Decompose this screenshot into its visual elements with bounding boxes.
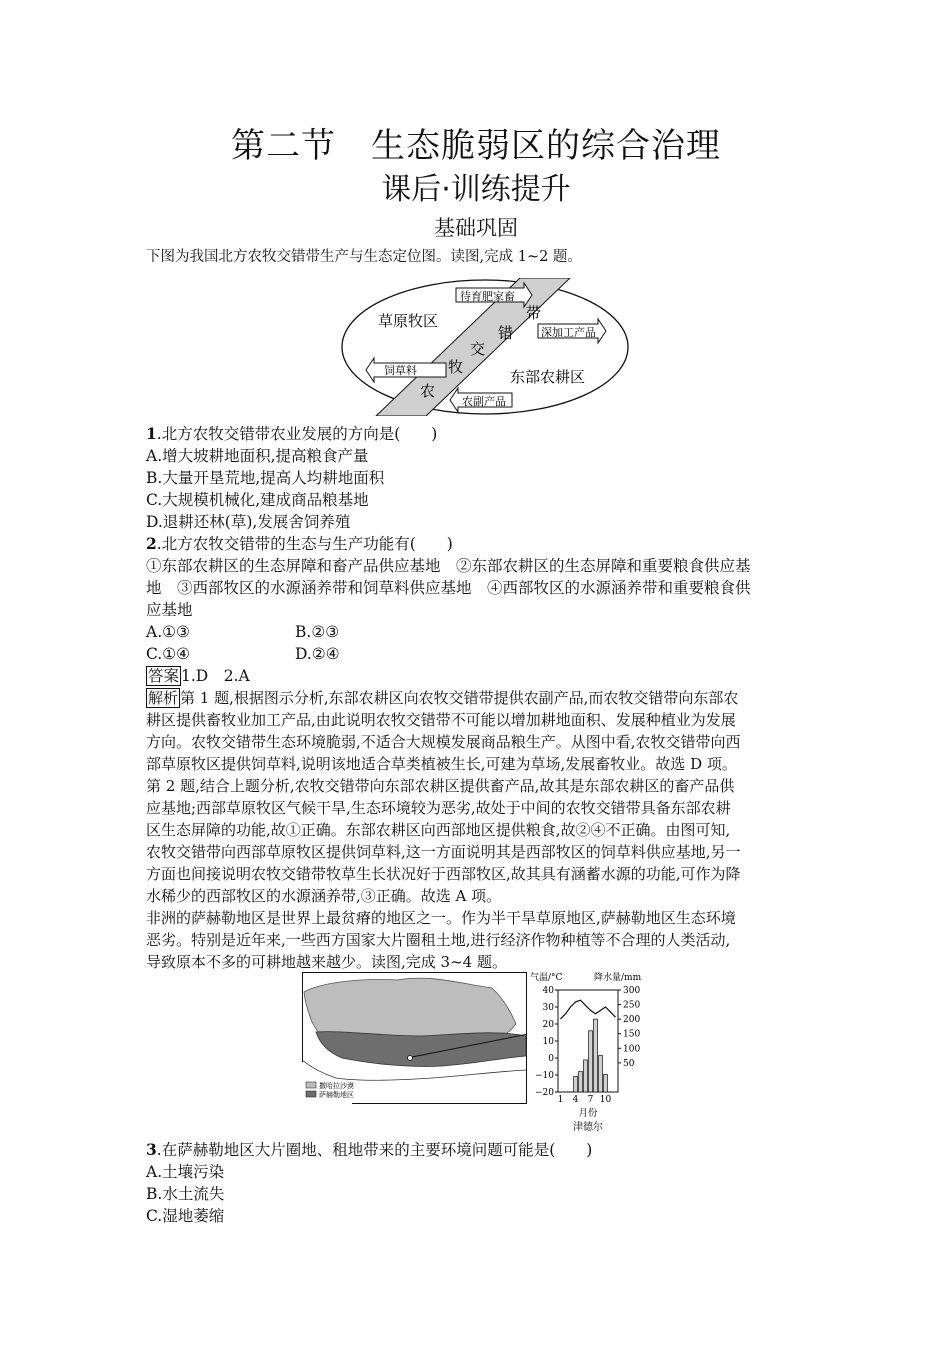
q1-option-d: D.退耕还林(草),发展舍饲养殖 <box>146 513 351 531</box>
y-right-tick-label: 50 <box>623 1058 635 1069</box>
answer-text: 1.D 2.A <box>181 667 250 685</box>
intro-2-line-3: 导致原本不多的可耕地越来越少。读图,完成 3~4 题。 <box>146 953 507 971</box>
question-1: 1.北方农牧交错带农业发展的方向是( ) <box>146 424 438 443</box>
analysis-line-1: 解析 第 1 题,根据图示分析,东部农耕区向农牧交错带提供农副产品,而农牧交错带向东部农 <box>148 689 739 707</box>
x-tick-label: 4 <box>572 1095 579 1105</box>
analysis-line-4: 部草原牧区提供饲草料,说明该地适合草类植被生长,可建为草场,发展畜牧业。故选 D 项。 <box>146 755 737 773</box>
arrow-label-farm-products: 农副产品 <box>462 395 506 408</box>
q3-option-c: C.湿地萎缩 <box>146 1207 225 1225</box>
question-3: 3.在萨赫勒地区大片圈地、租地带来的主要环境问题可能是( ) <box>146 1140 593 1159</box>
region-farmland: 东部农耕区 <box>510 368 586 386</box>
sahel-map <box>302 972 527 1104</box>
y-left-label: 气温/°C <box>530 973 563 983</box>
analysis-line-5: 第 2 题,结合上题分析,农牧交错带向东部农耕区提供畜产品,故其是东部农耕区的畜产品供 <box>146 777 735 795</box>
y-left-tick-label: 0 <box>548 1054 554 1064</box>
analysis-line-6: 应基地;西部草原牧区气候干旱,生态环境较为恶劣,故处于中间的农牧交错带具备东部农耕 <box>146 799 731 817</box>
q2-option-d: D.②④ <box>295 645 340 663</box>
arrow-label-livestock: 待育肥家畜 <box>460 290 515 303</box>
precip-bar <box>579 1072 583 1092</box>
analysis-line-10: 水稀少的西部牧区的水源涵养带,③正确。故选 A 项。 <box>146 887 502 905</box>
precip-bar <box>599 1056 603 1092</box>
q2-option-a: A.①③ <box>146 623 190 641</box>
q3-option-b: B.水土流失 <box>146 1185 225 1203</box>
y-left-tick-label: −20 <box>535 1088 554 1098</box>
belt-char-2: 牧 <box>448 358 464 376</box>
y-right-tick-label: 300 <box>623 986 641 996</box>
q2-option-c: C.①④ <box>146 645 191 663</box>
q1-option-c: C.大规模机械化,建成商品粮基地 <box>146 491 369 509</box>
precip-bar <box>584 1060 588 1092</box>
intro-2-line-1: 非洲的萨赫勒地区是世界上最贫瘠的地区之一。作为半干旱草原地区,萨赫勒地区生态环境 <box>146 909 736 927</box>
analysis-line-2: 耕区提供畜牧业加工产品,由此说明农牧交错带不可能以增加耕地面积、发展种植业为发展 <box>146 711 736 729</box>
belt-char-4: 错 <box>498 324 514 342</box>
question-2: 2.北方农牧交错带的生态与生产功能有( ) <box>146 534 453 553</box>
arrow-label-products: 深加工产品 <box>541 326 596 339</box>
q1-option-a: A.增大坡耕地面积,提高粮食产量 <box>146 447 369 465</box>
y-left-tick-label: 40 <box>542 986 554 996</box>
x-tick-label: 7 <box>587 1095 594 1105</box>
analysis-line-7: 区生态屏障的功能,故①正确。东部农耕区向西部地区提供粮食,故②④不正确。由图可知, <box>146 821 731 839</box>
y-right-tick-label: 200 <box>623 1015 641 1026</box>
x-tick-label: 10 <box>599 1095 612 1105</box>
chart-title: 津德尔 <box>573 1122 603 1133</box>
precip-bar <box>604 1075 608 1092</box>
arrow-label-fodder: 饲草料 <box>384 364 417 377</box>
analysis-line-8: 农牧交错带向西部草原牧区提供饲草料,这一方面说明其是西部牧区的饲草料供应基地,另一 <box>146 843 741 861</box>
belt-char-3: 交 <box>470 340 486 358</box>
q2-line-2: 地 ③西部牧区的水源涵养带和饲草料供应基地 ④西部牧区的水源涵养带和重要粮食供 <box>146 579 751 597</box>
y-right-tick-label: 100 <box>623 1044 641 1055</box>
analysis-label: 解析 <box>148 689 179 707</box>
y-right-tick-label: 150 <box>623 1029 641 1040</box>
page-title: 第二节 生态脆弱区的综合治理 <box>231 126 721 166</box>
precip-bar <box>574 1077 578 1092</box>
legend-sahel: 萨赫勒地区 <box>319 1091 354 1099</box>
x-tick-label: 1 <box>557 1095 564 1105</box>
answer-row <box>146 665 250 687</box>
figure-ecological-position <box>340 278 630 416</box>
analysis-line-3: 方向。农牧交错带生态环境脆弱,不适合大规模发展商品粮生产。从图中看,农牧交错带向西 <box>146 733 741 751</box>
intro-1: 下图为我国北方农牧交错带生产与生态定位图。读图,完成 1~2 题。 <box>146 249 582 265</box>
answer-label: 答案 <box>148 667 180 685</box>
q3-option-a: A.土壤污染 <box>146 1163 225 1181</box>
y-left-tick-label: 30 <box>542 1003 554 1013</box>
x-axis-label: 月份 <box>578 1108 598 1119</box>
climate-chart-zinder <box>530 966 660 1140</box>
y-left-tick-label: 20 <box>542 1020 554 1030</box>
y-right-label: 降水量/mm <box>594 973 642 983</box>
page-subtitle: 课后·训练提升 <box>381 172 571 207</box>
y-left-tick-label: −10 <box>535 1071 554 1081</box>
y-left-tick-label: 10 <box>542 1037 554 1047</box>
precip-bar <box>594 1019 598 1092</box>
y-right-tick-label: 250 <box>623 1000 641 1011</box>
analysis-line-9: 方面也间接说明农牧交错带牧草生长状况好于西部牧区,故其具有涵蓄水源的功能,可作为降 <box>146 865 741 883</box>
region-grassland: 草原牧区 <box>378 312 439 330</box>
belt-char-1: 农 <box>420 382 436 400</box>
belt-char-5: 带 <box>526 304 542 322</box>
chart-frame <box>558 990 618 1092</box>
q2-line-3: 应基地 <box>146 601 193 619</box>
precip-bar <box>589 1031 593 1092</box>
legend-sahara: 撒哈拉沙漠 <box>319 1082 354 1090</box>
q2-option-b: B.②③ <box>295 623 340 641</box>
intro-2-line-2: 恶劣。特别是近年来,一些西方国家大片圈租土地,进行经济作物种植等不合理的人类活动, <box>146 931 731 949</box>
q1-option-b: B.大量开垦荒地,提高人均耕地面积 <box>146 469 385 487</box>
section-title: 基础巩固 <box>434 216 518 240</box>
q2-line-1: ①东部农耕区的生态屏障和畜产品供应基地 ②东部农耕区的生态屏障和重要粮食供应基 <box>146 557 751 575</box>
